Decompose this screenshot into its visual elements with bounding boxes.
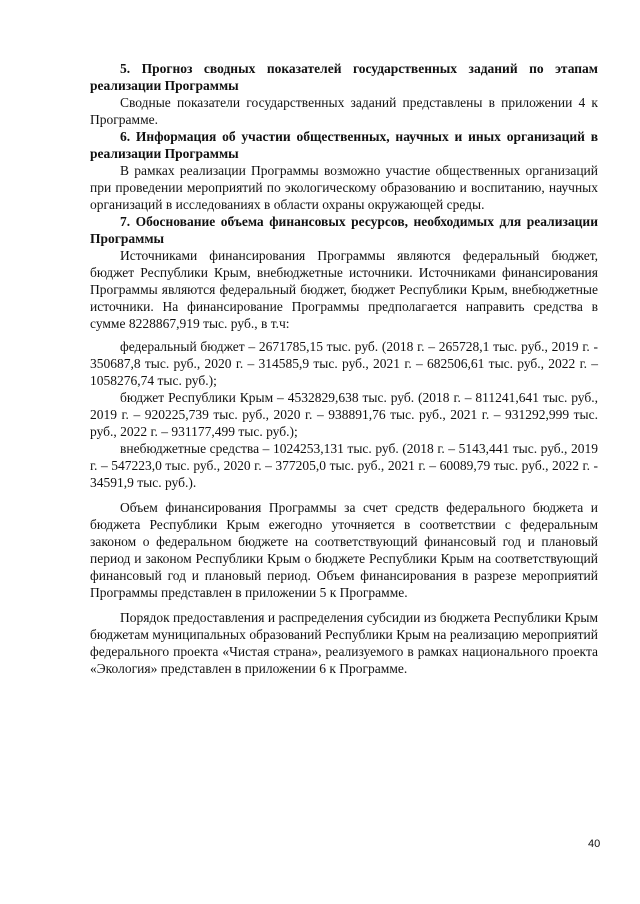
section-7-paragraph-regional: бюджет Республики Крым – 4532829,638 тыс. руб. (2018 г. – 811241,641 тыс. руб., 2019 г. – 920225,739 тыс. руб., 2020 г. – 938891,76 тыс. руб., 2021 г. – 931292,999 тыс. руб., 2022 г. – 931177,499 тыс. руб.); (90, 390, 598, 439)
section-5-paragraph: Сводные показатели государственных заданий представлены в приложении 4 к Программе. (90, 95, 598, 127)
section-7-paragraph-federal: федеральный бюджет – 2671785,15 тыс. руб. (2018 г. – 265728,1 тыс. руб., 2019 г. - 350687,8 тыс. руб., 2020 г. – 314585,9 тыс. руб., 2021 г. – 682506,61 тыс. руб., 2022 г. – 1058276,74 тыс. руб.); (90, 339, 598, 388)
document-body (90, 60, 598, 677)
section-7-paragraph-sources: Источниками финансирования Программы являются федеральный бюджет, бюджет Республики Крым, внебюджетные источники. Источниками финансирования Программы являются федеральный бюджет, бюджет Республики Крым, внебюджетные источники. На финансирование Программы предполагается направить средства в сумме 8228867,919 тыс. руб., в т.ч: (90, 248, 598, 331)
section-7-paragraph-volume: Объем финансирования Программы за счет средств федерального бюджета и бюджета Республики Крым ежегодно уточняется в соответствии с федеральным законом о федеральном бюджете на соответствующий финансовый год и плановый период и законом Республики Крым о бюджете Республики Крым на соответствующий финансовый год и плановый период. Объем финансирования в разрезе мероприятий Программы представлен в приложении 5 к Программе. (90, 500, 598, 600)
section-6-paragraph: В рамках реализации Программы возможно участие общественных организаций при проведении мероприятий по экологическому образованию и воспитанию, научных организаций в исследованиях в области охраны окружающей среды. (90, 163, 598, 212)
section-7-paragraph-subsidy: Порядок предоставления и распределения субсидии из бюджета Республики Крым бюджетам муниципальных образований Республики Крым на реализацию мероприятий федерального проекта «Чистая страна», реализуемого в рамках национального проекта «Экология» представлен в приложении 6 к Программе. (90, 610, 598, 676)
section-6-heading: 6. Информация об участии общественных, научных и иных организаций в реализации Программы (90, 129, 598, 161)
section-5-heading: 5. Прогноз сводных показателей государственных заданий по этапам реализации Программы (90, 61, 598, 93)
section-7-paragraph-extrabudget: внебюджетные средства – 1024253,131 тыс. руб. (2018 г. – 5143,441 тыс. руб., 2019 г. – 547223,0 тыс. руб., 2020 г. – 377205,0 тыс. руб., 2021 г. – 60089,79 тыс. руб., 2022 г. - 34591,9 тыс. руб.). (90, 441, 598, 490)
section-7-heading: 7. Обоснование объема финансовых ресурсов, необходимых для реализации Программы (90, 214, 598, 246)
page-number: 40 (588, 838, 601, 850)
